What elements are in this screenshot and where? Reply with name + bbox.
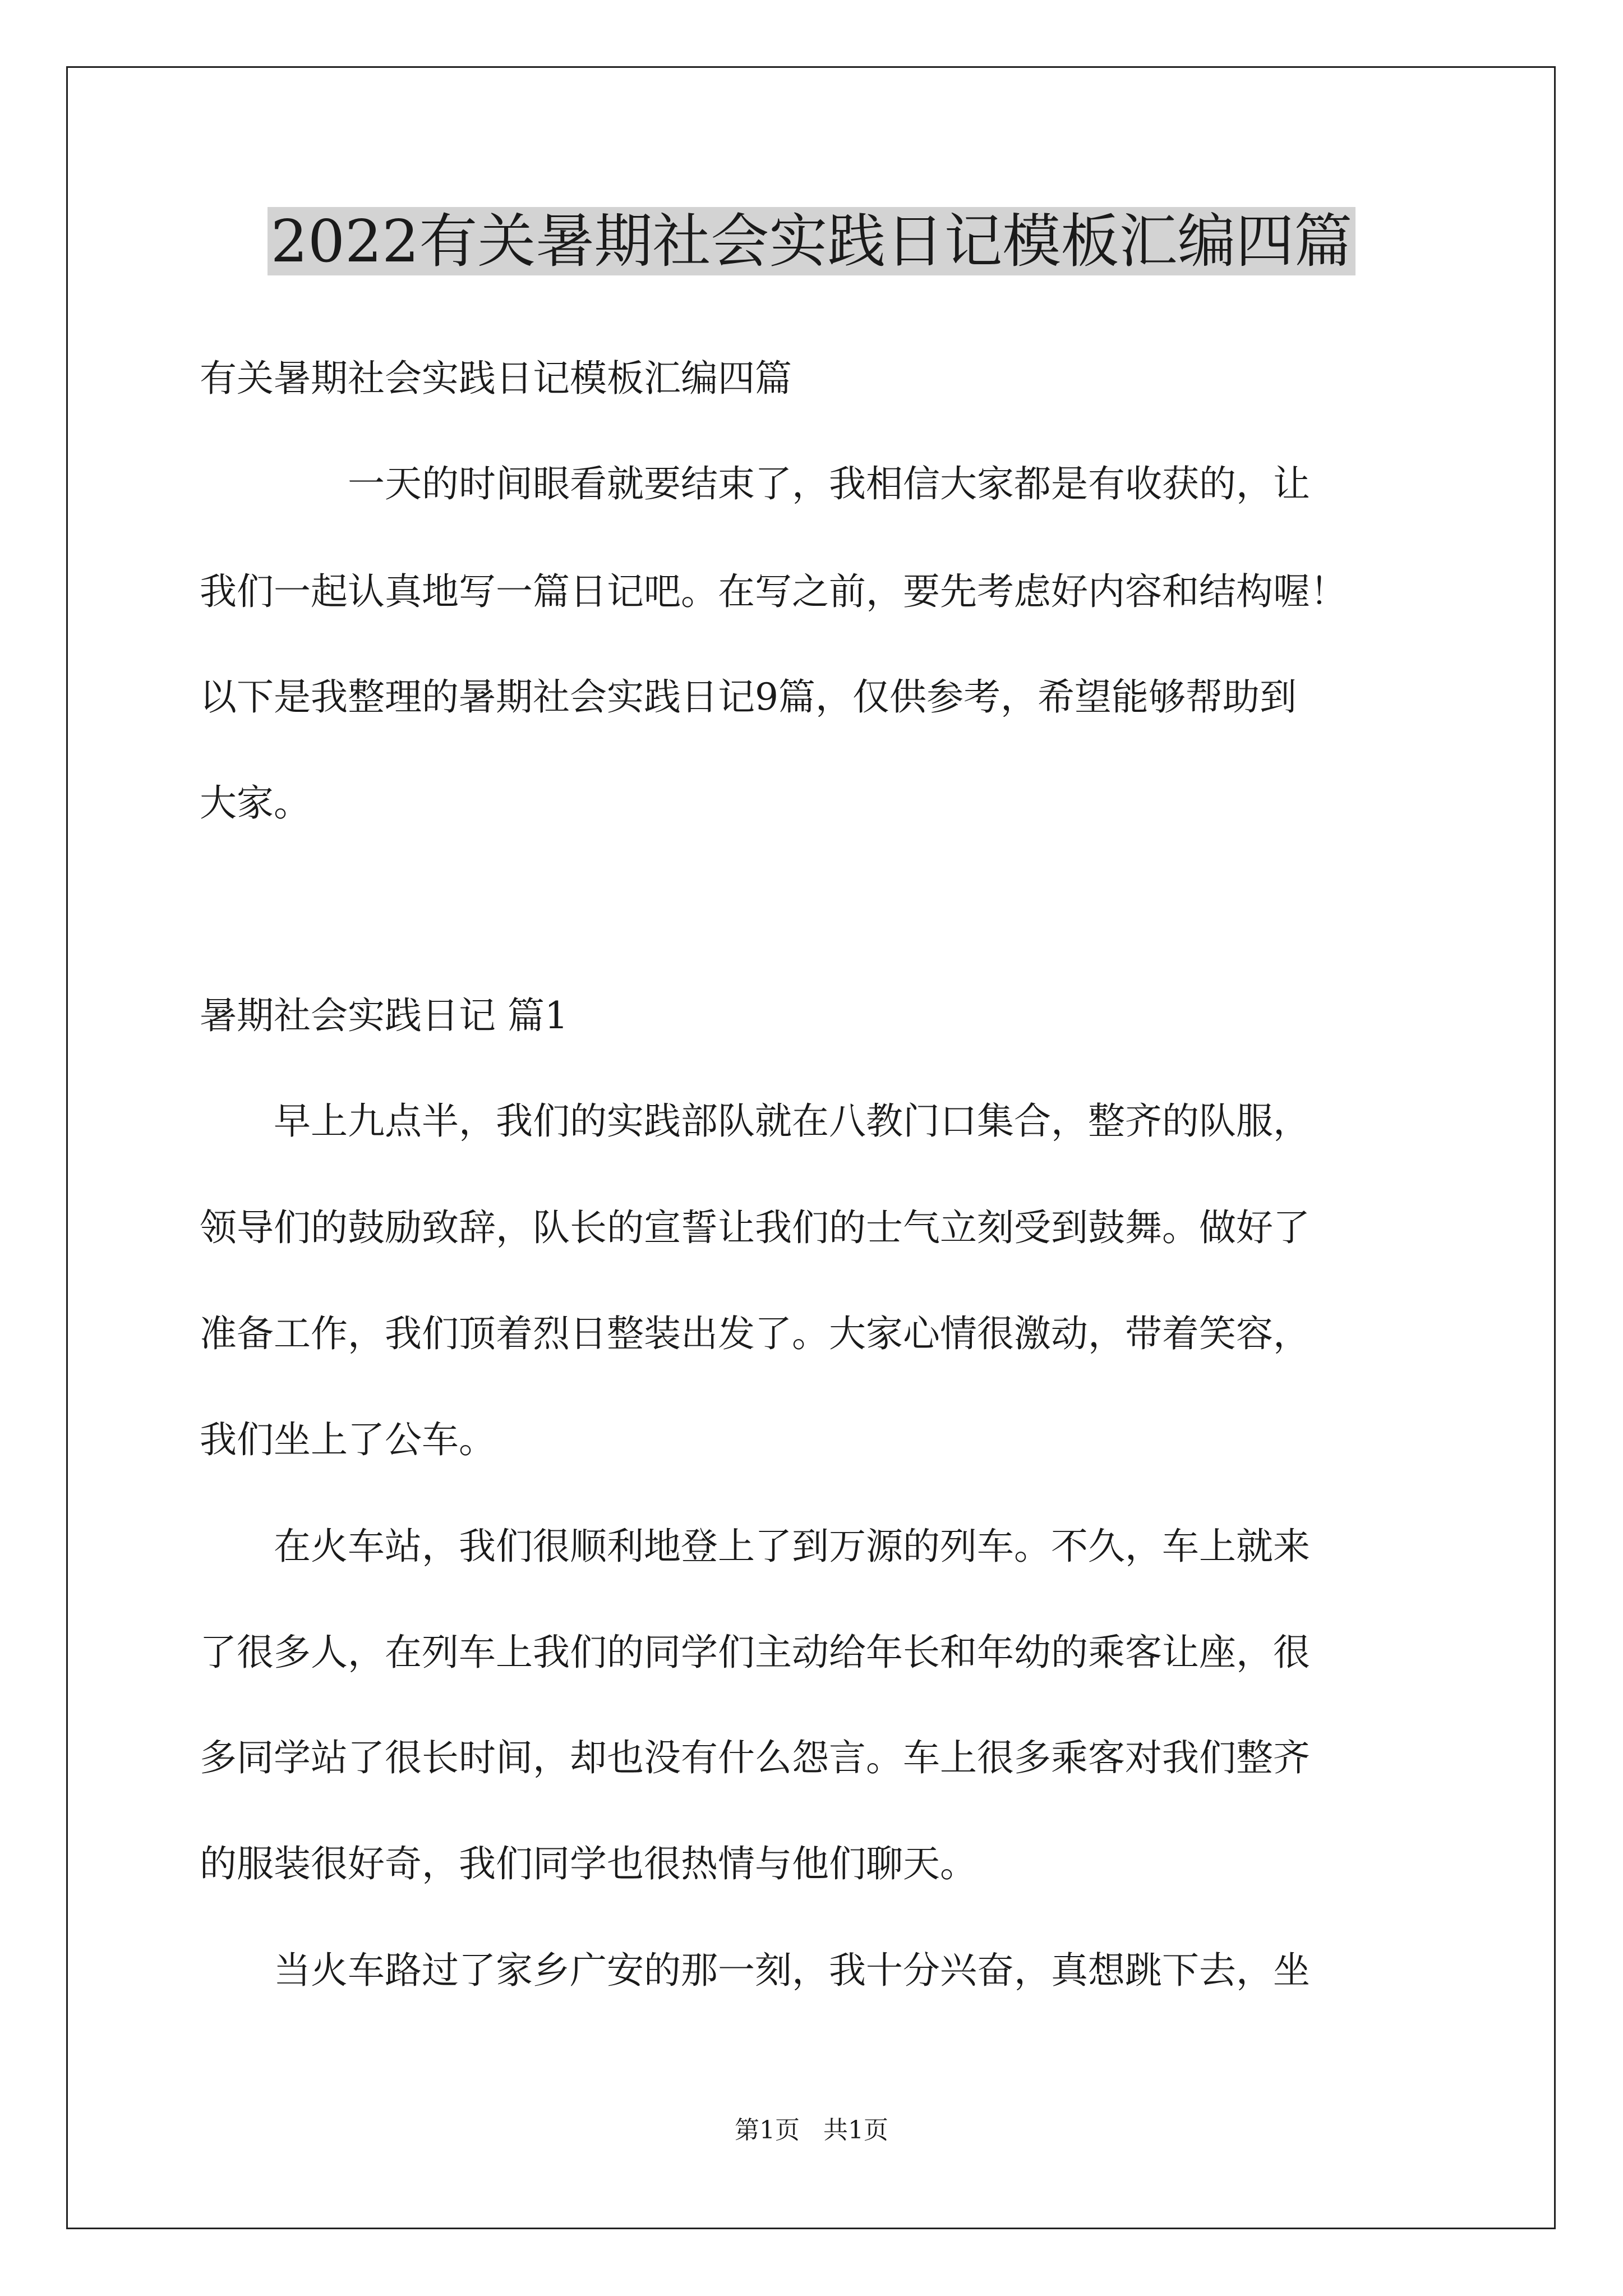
paragraph1-line-4: 我们坐上了公车。 [200,1418,496,1461]
intro-line-3: 以下是我整理的暑期社会实践日记9篇，仅供参考，希望能够帮助到 [200,675,1297,719]
page-footer: 第1页 共1页 [735,2116,888,2145]
document-title [0,202,1623,280]
paragraph3-line-1: 当火车路过了家乡广安的那一刻，我十分兴奋，真想跳下去，坐 [200,1949,1310,1992]
paragraph1-line-2: 领导们的鼓励致辞，队长的宣誓让我们的士气立刻受到鼓舞。做好了 [200,1206,1310,1249]
intro-line-4: 大家。 [200,781,311,825]
document-title-text: 2022有关暑期社会实践日记模板汇编四篇 [268,207,1356,275]
paragraph1-line-1: 早上九点半，我们的实践部队就在八教门口集合，整齐的队服， [200,1099,1310,1143]
intro-line-2: 我们一起认真地写一篇日记吧。在写之前，要先考虑好内容和结构喔！ [200,570,1347,613]
intro-line-1: 一天的时间眼看就要结束了，我相信大家都是有收获的，让 [200,462,1310,505]
paragraph2-line-1: 在火车站，我们很顺利地登上了到万源的列车。不久，车上就来 [200,1525,1310,1568]
section-heading: 暑期社会实践日记 篇1 [200,994,568,1037]
document-subtitle: 有关暑期社会实践日记模板汇编四篇 [200,357,792,400]
paragraph1-line-3: 准备工作，我们顶着烈日整装出发了。大家心情很激动，带着笑容， [200,1312,1310,1355]
paragraph2-line-3: 多同学站了很长时间，却也没有什么怨言。车上很多乘客对我们整齐 [200,1736,1310,1779]
paragraph2-line-2: 了很多人，在列车上我们的同学们主动给年长和年幼的乘客让座，很 [200,1631,1310,1674]
paragraph2-line-4: 的服装很好奇，我们同学也很热情与他们聊天。 [200,1842,977,1885]
